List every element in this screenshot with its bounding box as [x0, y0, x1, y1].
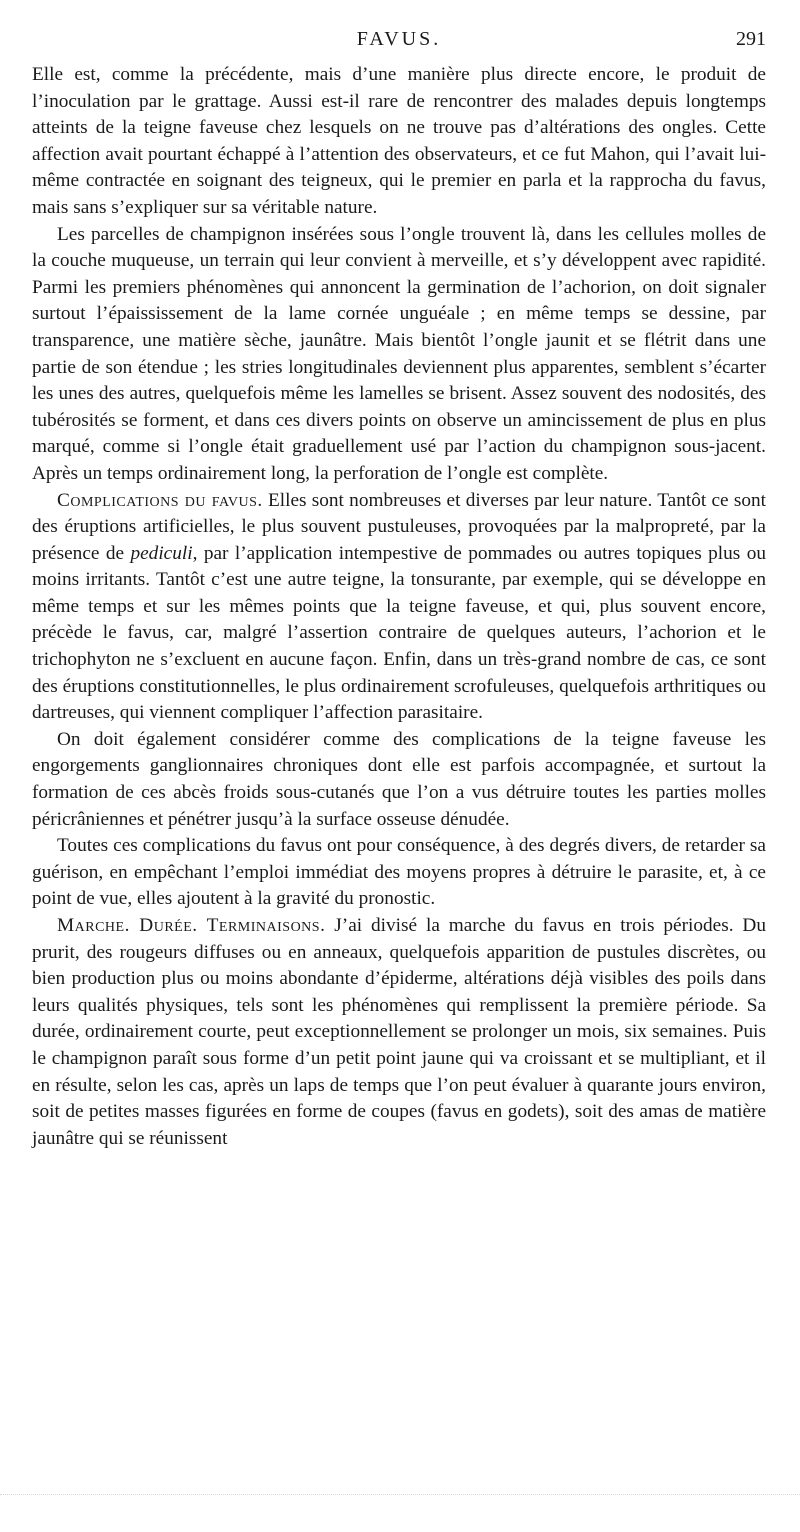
- running-title: FAVUS.: [356, 28, 442, 50]
- paragraph-3-italic-term: pediculi: [130, 542, 193, 564]
- body-text: [32, 62, 766, 1152]
- section-heading-marche: Marche. Durée. Terminaisons.: [57, 915, 326, 936]
- paragraph-6: [32, 913, 766, 1152]
- section-heading-complications: Complications du favus.: [57, 489, 263, 511]
- page-header: [32, 28, 766, 54]
- paragraph-4: On doit également considérer comme des complications de la teigne faveuse les engorgements ganglionnaires chroniques dont elle est parfois accompagnée, et surtout la formation de ces abcès froids sous-cutanés que l’on a vus détruire toutes les parties molles péricrâniennes et pénétrer jusqu’à la surface osseuse dénudée.: [32, 728, 766, 830]
- paragraph-3: [32, 488, 766, 727]
- paragraph-6-text: J’ai divisé la marche du favus en trois périodes. Du prurit, des rougeurs diffuses ou en anneaux, quelquefois apparition de pustules discrètes, ou bien production plus ou moins abondante d’épiderme, altérations déjà visibles des poils dans leurs qualités physiques, tels sont les phénomènes qui remplissent la première période. Sa durée, ordinairement courte, peut exceptionnellement se prolonger un mois, six semaines. Puis le champignon paraît sous forme d’un petit point jaune qui va croissant et se multipliant, et il en résulte, selon les cas, après un laps de temps que l’on peut évaluer à quarante jours environ, soit de petites masses figurées en forme de coupes (favus en godets), soit des amas de matière jaunâtre qui se réunissent: [32, 915, 767, 1149]
- paragraph-3-text-a: Elles sont nombreuses et diverses par leur nature. Tantôt ce sont des éruptions artificielles, le plus souvent pustuleuses, provoquées par la malpropreté, par la présence de: [32, 489, 766, 564]
- paragraph-3-text-b: , par l’application intempestive de pommades ou autres topiques plus ou moins irritants. Tantôt c’est une autre teigne, la tonsurante, par exemple, qui se développe en même temps et sur les mêmes points que la teigne faveuse, et qui, plus souvent encore, précède le favus, car, malgré l’assertion contraire de quelques auteurs, l’achorion et le trichophyton ne s’excluent en aucune façon. Enfin, dans un très-grand nombre de cas, ce sont des éruptions constitutionnelles, le plus ordinairement scrofuleuses, quelquefois arthritiques ou dartreuses, qui viennent compliquer l’affection parasitaire.: [32, 542, 766, 724]
- book-page: [32, 28, 766, 1152]
- page-number: 291: [736, 28, 766, 50]
- scan-artifact-dotted-line: [0, 1494, 800, 1505]
- paragraph-2: Les parcelles de champignon insérées sous l’ongle trouvent là, dans les cellules molles de la couche muqueuse, un terrain qui leur convient à merveille, et s’y développent avec rapidité. Parmi les premiers phénomènes qui annoncent la germination de l’achorion, on doit signaler surtout l’épaississement de la lame cornée unguéale ; en même temps se dessine, par transparence, une matière sèche, jaunâtre. Mais bientôt l’ongle jaunit et se flétrit dans une partie de son étendue ; les stries longitudinales deviennent plus apparentes, semblent s’écarter les unes des autres, quelquefois même les lamelles se brisent. Assez souvent des nodosités, des tubérosités se forment, et dans ces divers points on observe un amincissement de plus en plus marqué, comme si l’ongle était graduellement usé par l’action du champignon sous-jacent. Après un temps ordinairement long, la perforation de l’ongle est complète.: [32, 223, 766, 484]
- paragraph-5: Toutes ces complications du favus ont pour conséquence, à des degrés divers, de retarder sa guérison, en empêchant l’emploi immédiat des moyens propres à détruire le parasite, et, à ce point de vue, elles ajoutent à la gravité du pronostic.: [32, 835, 766, 910]
- paragraph-1: Elle est, comme la précédente, mais d’une manière plus directe encore, le produit de l’inoculation par le grattage. Aussi est-il rare de rencontrer des malades depuis longtemps atteints de la teigne faveuse chez lesquels on ne trouve pas d’altérations des ongles. Cette affection avait pourtant échappé à l’attention des observateurs, et ce fut Mahon, qui l’avait lui-même contractée en soignant des teigneux, qui le premier en parla et la rapprocha du favus, mais sans s’expliquer sur sa véritable nature.: [32, 64, 766, 218]
